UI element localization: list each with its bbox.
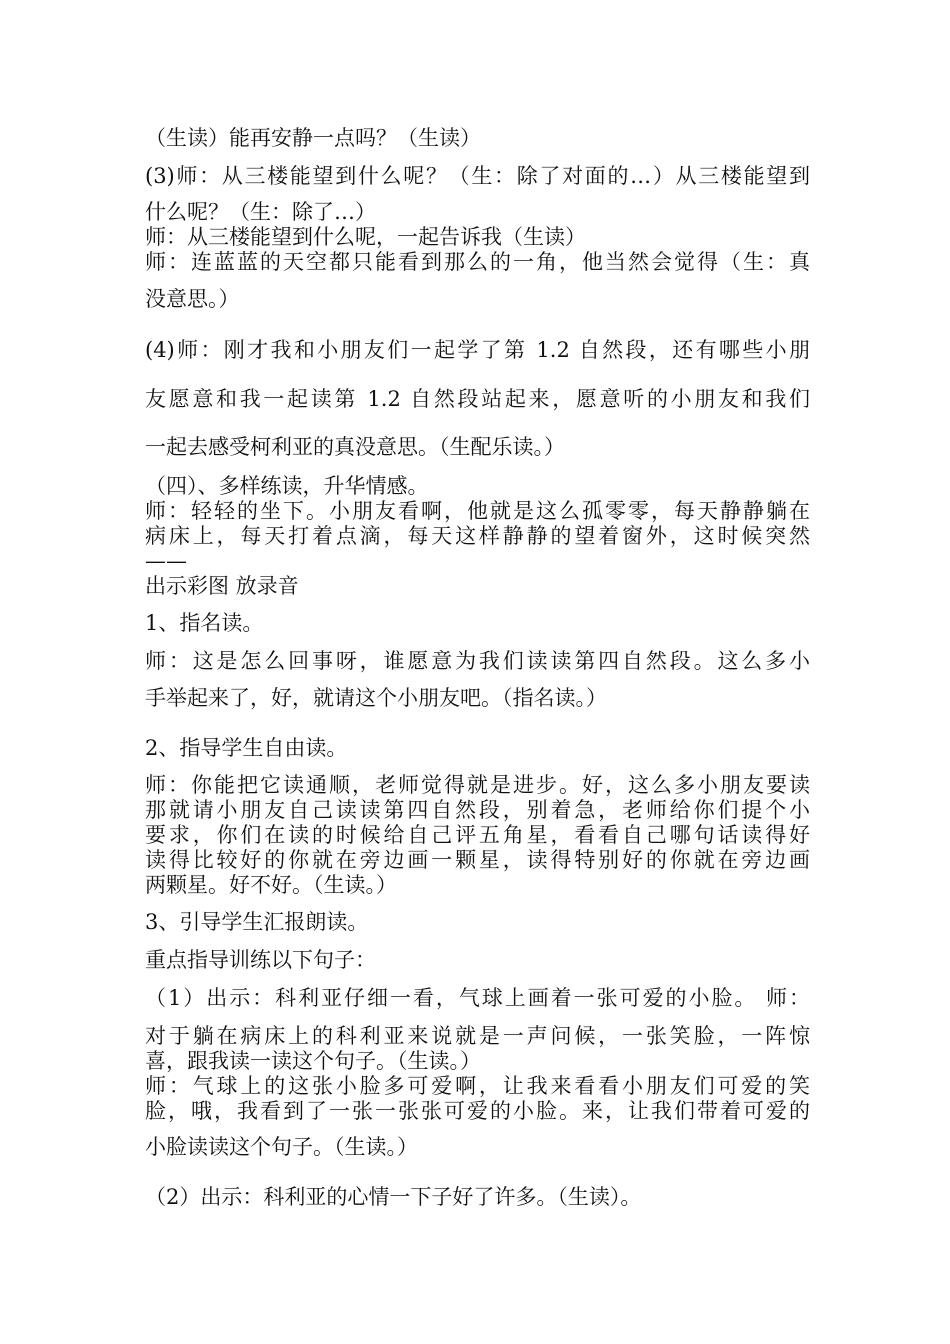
text-line: 要求，你们在读的时候给自己评五角星，看看自己哪句话读得好 [145,823,810,847]
text-line: 读得比较好的你就在旁边画一颗星，读得特别好的你就在旁边画 [145,848,810,872]
section-heading: （四）、多样练读，升华情感。 [145,474,429,498]
text-line: 一起去感受柯利亚的真没意思。（生配乐读。） [145,435,565,459]
text-line: 手举起来了，好，就请这个小朋友吧。（指名读。） [145,686,607,710]
text-line: —— [145,549,187,573]
text-line: 病床上，每天打着点滴，每天这样静静的望着窗外，这时候突然 [145,524,810,548]
text-line: (3)师：从三楼能望到什么呢？（生：除了对面的…）从三楼能望到 [145,164,810,188]
text-line: 师：你能把它读通顺，老师觉得就是进步。好，这么多小朋友要读 [145,773,810,797]
text-line: 师：这是怎么回事呀，谁愿意为我们读读第四自然段。这么多小 [145,649,810,673]
text-line: （生读）能再安静一点吗？（生读） [145,126,481,150]
text-line: 没意思。） [145,287,240,311]
text-line: 两颗星。好不好。（生读。） [145,873,397,897]
text-line: (4)师：刚才我和小朋友们一起学了第 1.2 自然段，还有哪些小朋 [145,338,810,362]
text-line: 友愿意和我一起读第 1.2 自然段站起来，愿意听的小朋友和我们 [145,387,810,411]
text-line: 师：轻轻的坐下。小朋友看啊，他就是这么孤零零，每天静静躺在 [145,499,810,523]
text-line: 脸，哦，我看到了一张一张张可爱的小脸。来，让我们带着可爱的 [145,1099,810,1123]
text-line: （2）出示：科利亚的心情一下子好了许多。（生读）。 [145,1185,642,1209]
text-line: 师：气球上的这张小脸多可爱啊，让我来看看小朋友们可爱的笑 [145,1074,810,1098]
text-line: 什么呢？（生：除了…） [145,200,376,224]
text-line: 3、引导学生汇报朗读。 [145,910,369,934]
text-line: 喜，跟我读一读这个句子。（生读。） [145,1049,481,1073]
text-line: 1、指名读。 [145,611,264,635]
text-line: 出示彩图 放录音 [145,574,299,598]
text-line: 重点指导训练以下句子： [145,948,376,972]
text-line: 师：从三楼能望到什么呢，一起告诉我（生读） [145,225,586,249]
text-line: 对于躺在病床上的科利亚来说就是一声问候，一张笑脸，一阵惊 [145,1024,810,1048]
text-line: 2、指导学生自由读。 [145,736,348,760]
text-line: （1）出示：科利亚仔细一看，气球上画着一张可爱的小脸。 师： [145,986,810,1010]
text-line: 小脸读读这个句子。（生读。） [145,1135,418,1159]
text-line: 师：连蓝蓝的天空都只能看到那么的一角，他当然会觉得（生：真 [145,250,810,274]
text-line: 那就请小朋友自己读读第四自然段，别着急，老师给你们提个小 [145,798,810,822]
